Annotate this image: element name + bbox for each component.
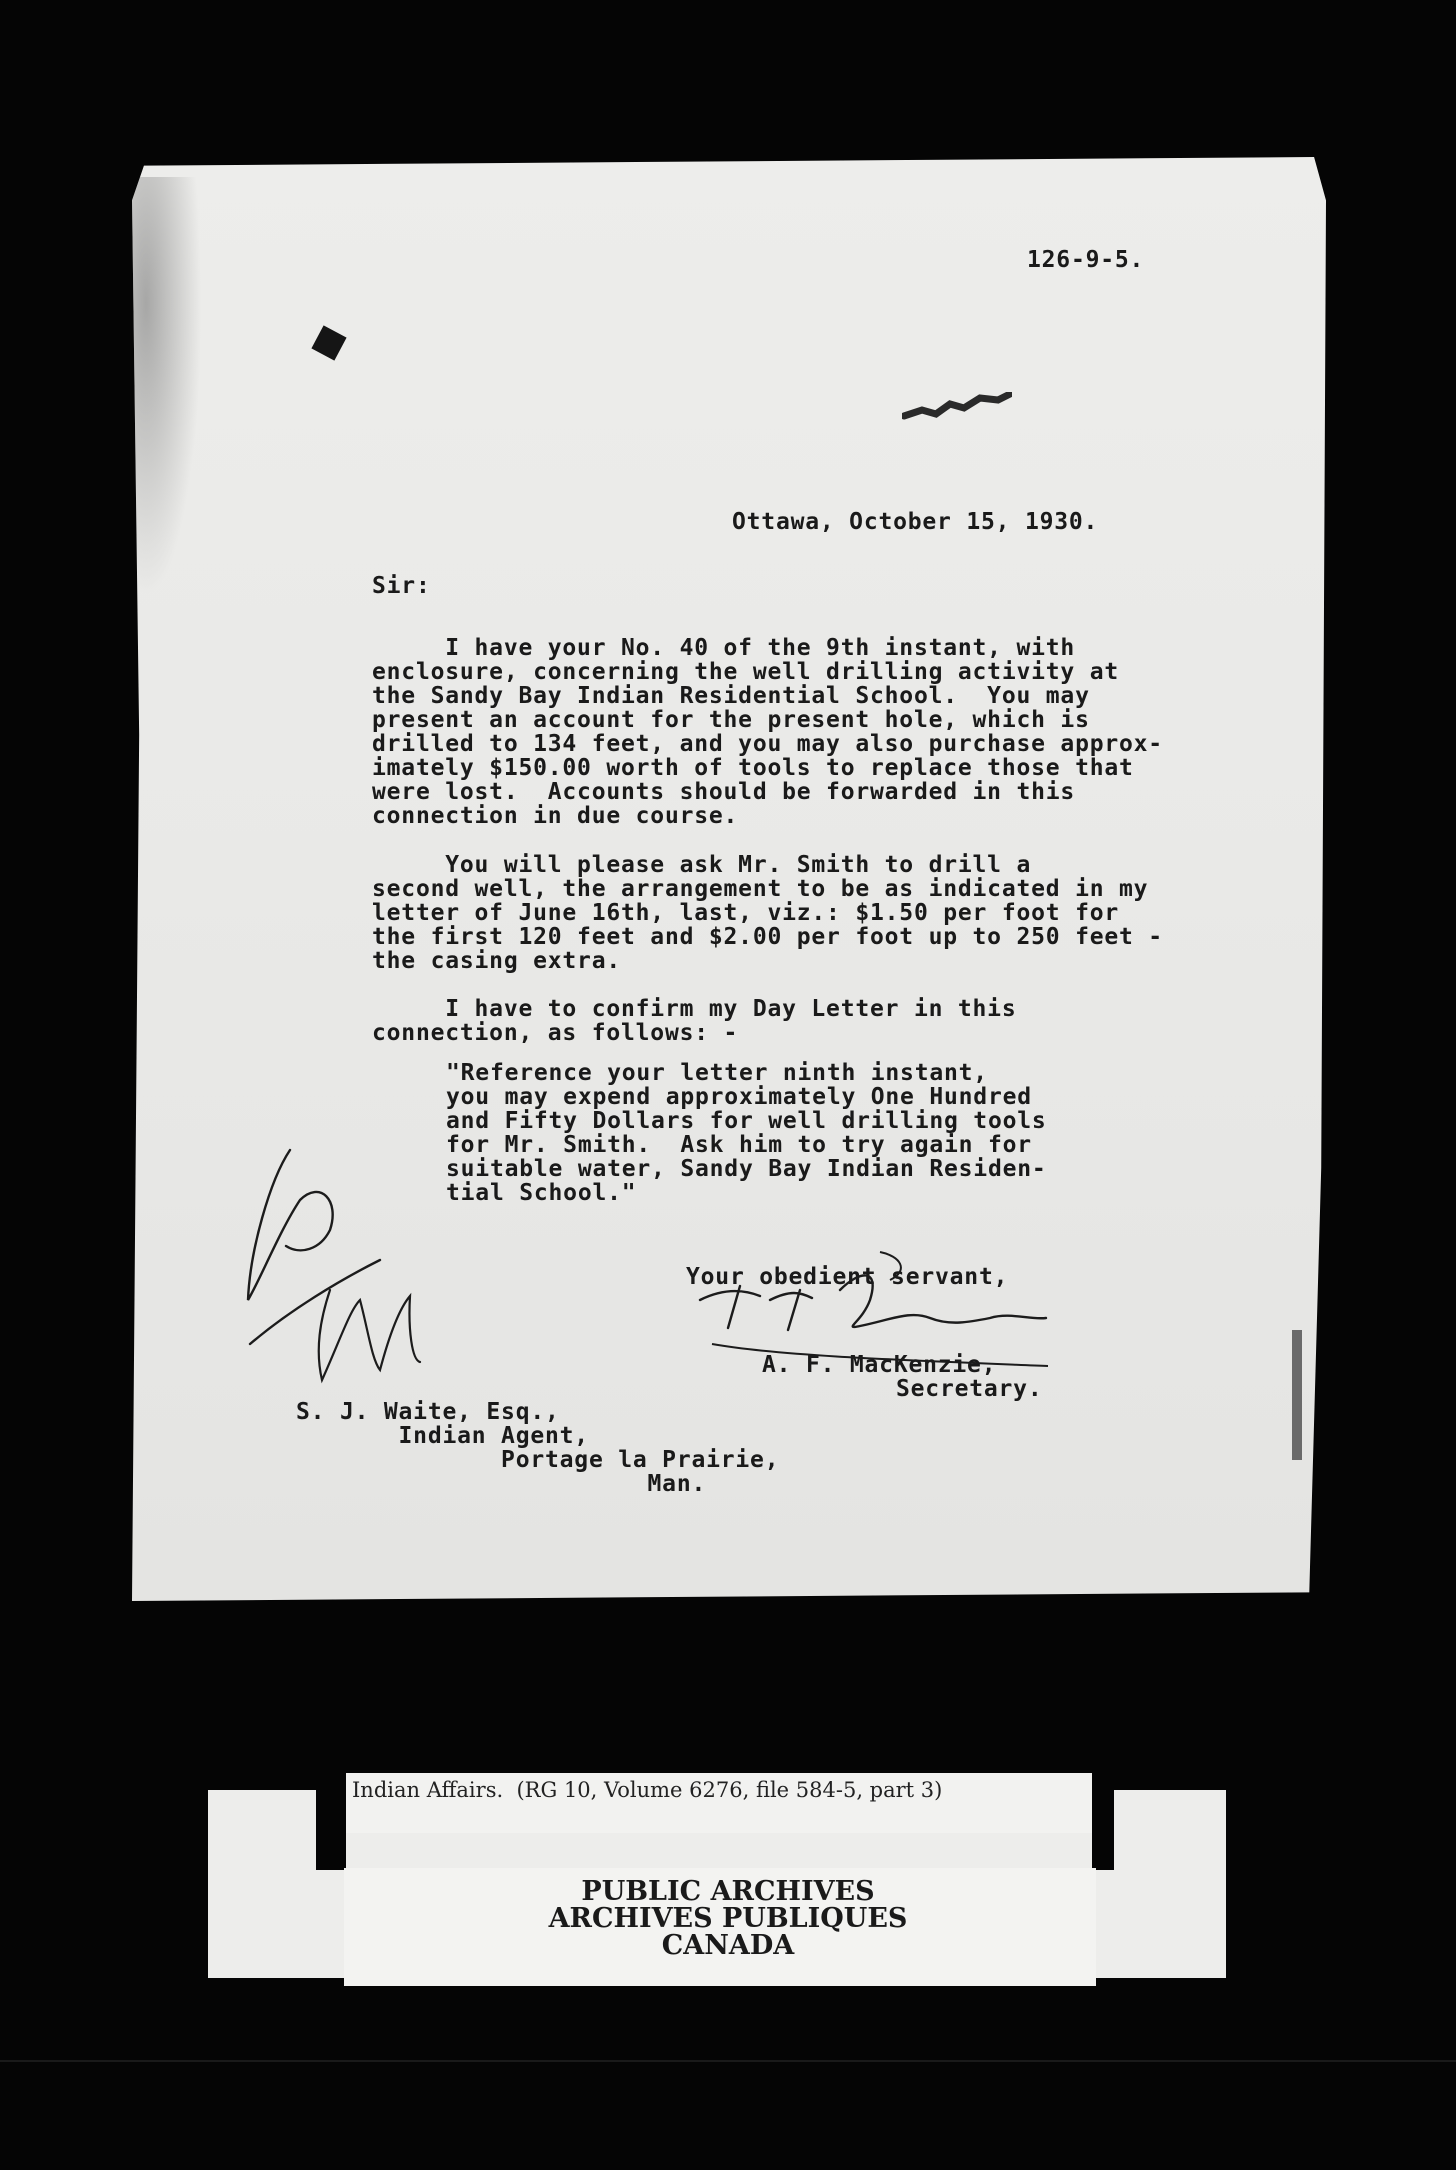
salutation: Sir: (372, 573, 431, 599)
file-number: 126-9-5. (1027, 247, 1145, 273)
closing: Your obedient servant, (686, 1264, 1009, 1290)
archive-name-fr: ARCHIVES PUBLIQUES (548, 1903, 908, 1934)
recipient-address: S. J. Waite, Esq., Indian Agent, Portage la Prairie, Man. (296, 1399, 780, 1497)
signatory-title: Secretary. (896, 1376, 1043, 1402)
quoted-day-letter: "Reference your letter ninth instant, you may expend approximately One Hundred and Fifty Dollars for well drilling tools for Mr. Smith. Ask him to try again for suitable water, Sandy Bay Indian Residen- tial School." (446, 1060, 1047, 1206)
signatory-name: A. F. MacKenzie, (762, 1352, 997, 1378)
dateline: Ottawa, October 15, 1930. (732, 509, 1099, 535)
card-notch-left (316, 1790, 346, 1870)
paragraph-3: I have to confirm my Day Letter in this connection, as follows: - (372, 996, 1017, 1046)
paragraph-1: I have your No. 40 of the 9th instant, with enclosure, concerning the well drilling activity at the Sandy Bay Indian Residential School. You may present an account for the present hole, which is drilled to 134 feet, and you may also purchase approx- imately $150.00 worth of tools to replace those that were lost. Accounts should be forwarded in this connection in due course. (372, 635, 1163, 829)
archive-reference: Indian Affairs. (RG 10, Volume 6276, file 584-5, part 3) (352, 1778, 943, 1802)
paragraph-2: You will please ask Mr. Smith to drill a second well, the arrangement to be as indicated in my letter of June 16th, last, viz.: $1.50 per foot for the first 120 feet and $2.00 per foot up to 250 feet - the casing extra. (372, 852, 1163, 974)
archive-country: CANADA (661, 1930, 795, 1961)
archive-name-en: PUBLIC ARCHIVES (581, 1876, 875, 1907)
card-notch-right (1092, 1790, 1114, 1870)
film-border (0, 2060, 1456, 2170)
